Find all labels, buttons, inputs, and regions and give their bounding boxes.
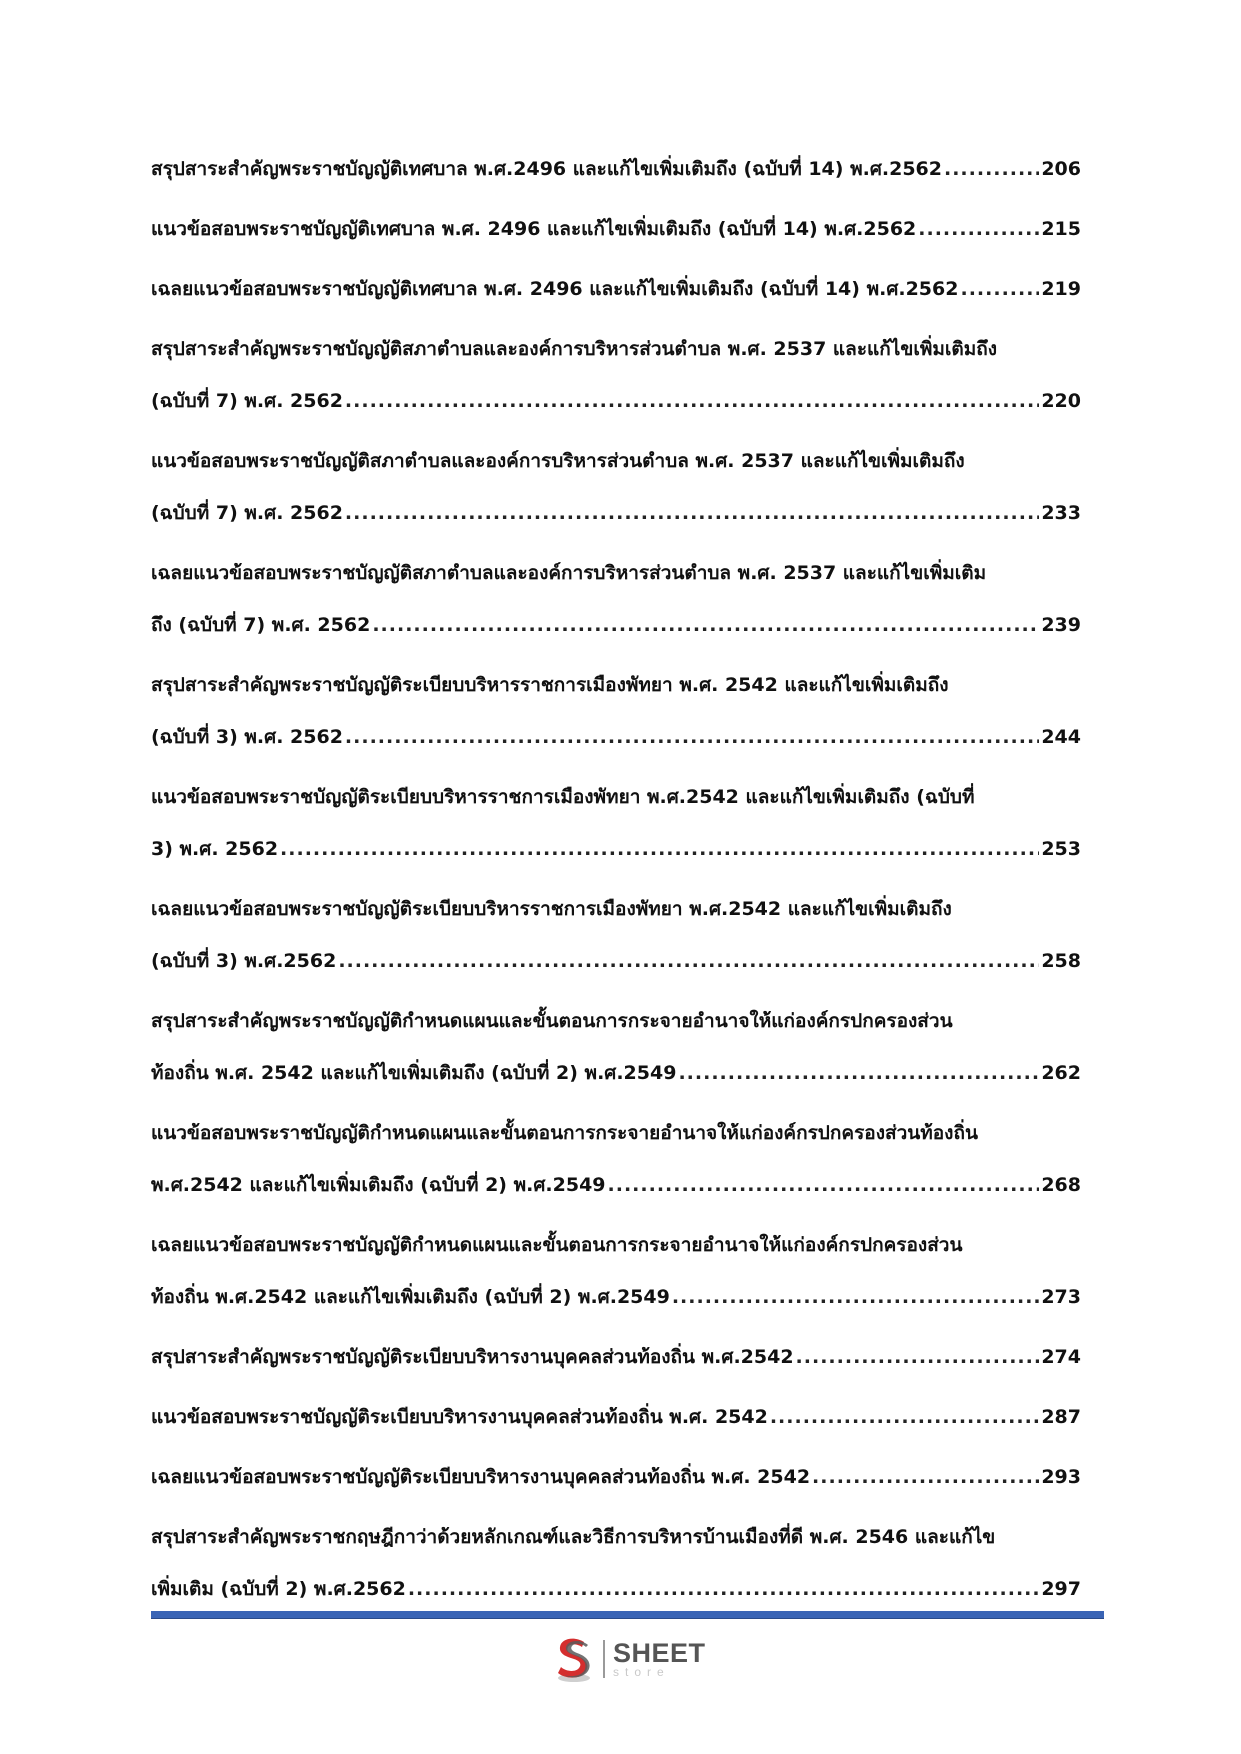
toc-page-number: 293 — [1041, 1466, 1081, 1488]
toc-entry-title: สรุปสาระสำคัญพระราชบัญญัติระเบียบบริหารงานบุคคลส่วนท้องถิ่น พ.ศ.2542 — [151, 1346, 794, 1368]
toc-entry-title-line: สรุปสาระสำคัญพระราชบัญญัติระเบียบบริหารราชการเมืองพัทยา พ.ศ. 2542 และแก้ไขเพิ่มเติมถึง — [151, 674, 949, 696]
toc-entry-title: ท้องถิ่น พ.ศ.2542 และแก้ไขเพิ่มเติมถึง (ฉบับที่ 2) พ.ศ.2549 — [151, 1286, 670, 1308]
toc-entry-line — [151, 1331, 1081, 1383]
toc-page-number: 274 — [1041, 1346, 1081, 1368]
toc-entry — [151, 263, 1081, 315]
toc-entry-title: เพิ่มเติม (ฉบับที่ 2) พ.ศ.2562 — [151, 1578, 406, 1600]
logo-wordmark — [613, 1640, 706, 1678]
toc-dot-leader — [372, 599, 1039, 651]
toc-entry — [151, 1391, 1081, 1443]
toc-entry — [151, 771, 1081, 875]
toc-entry-title-line: เฉลยแนวข้อสอบพระราชบัญญัติกำหนดแผนและขั้นตอนการกระจายอำนาจให้แก่องค์กรปกครองส่วน — [151, 1234, 963, 1256]
toc-entry-title-line: สรุปสาระสำคัญพระราชบัญญัติกำหนดแผนและขั้นตอนการกระจายอำนาจให้แก่องค์กรปกครองส่วน — [151, 1010, 953, 1032]
toc-entry-title-line: สรุปสาระสำคัญพระราชกฤษฎีกาว่าด้วยหลักเกณฑ์และวิธีการบริหารบ้านเมืองที่ดี พ.ศ. 2546 และแก้ไข — [151, 1526, 996, 1548]
toc-entry-title-line: เฉลยแนวข้อสอบพระราชบัญญัติสภาตำบลและองค์การบริหารส่วนตำบล พ.ศ. 2537 และแก้ไขเพิ่มเติม — [151, 562, 987, 584]
toc-entry-line — [151, 1159, 1081, 1211]
toc-dot-leader — [812, 1451, 1039, 1503]
toc-page-number: 244 — [1041, 726, 1081, 748]
toc-entry-line — [151, 1563, 1081, 1615]
toc-entry-title: (ฉบับที่ 3) พ.ศ.2562 — [151, 950, 337, 972]
footer-divider — [151, 1611, 1104, 1619]
table-of-contents — [151, 143, 1081, 1623]
toc-entry-title: (ฉบับที่ 7) พ.ศ. 2562 — [151, 390, 343, 412]
toc-entry-title-line: เฉลยแนวข้อสอบพระราชบัญญัติระเบียบบริหารราชการเมืองพัทยา พ.ศ.2542 และแก้ไขเพิ่มเติมถึง — [151, 898, 952, 920]
toc-entry — [151, 1219, 1081, 1323]
toc-page-number: 215 — [1041, 218, 1081, 240]
sheet-store-s-icon — [551, 1634, 597, 1684]
toc-entry — [151, 323, 1081, 427]
toc-entry-title: เฉลยแนวข้อสอบพระราชบัญญัติระเบียบบริหารงานบุคคลส่วนท้องถิ่น พ.ศ. 2542 — [151, 1466, 811, 1488]
toc-entry-line — [151, 203, 1081, 255]
toc-entry-line — [151, 1391, 1081, 1443]
logo-text: SHEET — [613, 1638, 706, 1668]
toc-dot-leader — [608, 1159, 1040, 1211]
toc-dot-leader — [770, 1391, 1040, 1443]
toc-entry — [151, 435, 1081, 539]
toc-page-number: 268 — [1041, 1174, 1081, 1196]
toc-dot-leader — [280, 823, 1039, 875]
toc-entry-title: แนวข้อสอบพระราชบัญญัติเทศบาล พ.ศ. 2496 และแก้ไขเพิ่มเติมถึง (ฉบับที่ 14) พ.ศ.2562 — [151, 218, 917, 240]
toc-entry-line — [151, 1047, 1081, 1099]
toc-entry — [151, 547, 1081, 651]
toc-entry-line — [151, 143, 1081, 195]
toc-entry — [151, 883, 1081, 987]
toc-dot-leader — [960, 263, 1039, 315]
toc-dot-leader — [796, 1331, 1040, 1383]
toc-dot-leader — [345, 711, 1039, 763]
sheet-store-logo — [551, 1630, 721, 1688]
toc-entry-title-line: แนวข้อสอบพระราชบัญญัติกำหนดแผนและขั้นตอนการกระจายอำนาจให้แก่องค์กรปกครองส่วนท้องถิ่น — [151, 1122, 978, 1144]
toc-entry-title: แนวข้อสอบพระราชบัญญัติระเบียบบริหารงานบุคคลส่วนท้องถิ่น พ.ศ. 2542 — [151, 1406, 768, 1428]
toc-entry-title-line: แนวข้อสอบพระราชบัญญัติระเบียบบริหารราชการเมืองพัทยา พ.ศ.2542 และแก้ไขเพิ่มเติมถึง (ฉบับที่ — [151, 786, 975, 808]
toc-entry — [151, 1331, 1081, 1383]
toc-dot-leader — [672, 1271, 1040, 1323]
toc-entry-line — [151, 1271, 1081, 1323]
toc-dot-leader — [678, 1047, 1039, 1099]
toc-entry-title: 3) พ.ศ. 2562 — [151, 838, 279, 860]
logo-subtext: store — [613, 1665, 670, 1679]
toc-entry-title: ท้องถิ่น พ.ศ. 2542 และแก้ไขเพิ่มเติมถึง (ฉบับที่ 2) พ.ศ.2549 — [151, 1062, 677, 1084]
toc-entry-line — [151, 263, 1081, 315]
toc-page-number: 253 — [1041, 838, 1081, 860]
toc-entry-line — [151, 711, 1081, 763]
toc-page-number: 219 — [1041, 278, 1081, 300]
toc-entry-line — [151, 375, 1081, 427]
toc-entry — [151, 1107, 1081, 1211]
toc-entry — [151, 143, 1081, 195]
toc-dot-leader — [338, 935, 1039, 987]
toc-page-number: 273 — [1041, 1286, 1081, 1308]
toc-entry-title-line: สรุปสาระสำคัญพระราชบัญญัติสภาตำบลและองค์การบริหารส่วนตำบล พ.ศ. 2537 และแก้ไขเพิ่มเติมถึง — [151, 338, 998, 360]
toc-entry-title: เฉลยแนวข้อสอบพระราชบัญญัติเทศบาล พ.ศ. 2496 และแก้ไขเพิ่มเติมถึง (ฉบับที่ 14) พ.ศ.2562 — [151, 278, 959, 300]
toc-dot-leader — [944, 143, 1039, 195]
toc-entry-line — [151, 487, 1081, 539]
toc-entry — [151, 1451, 1081, 1503]
logo-separator — [603, 1640, 605, 1678]
toc-page-number: 233 — [1041, 502, 1081, 524]
toc-entry-line — [151, 599, 1081, 651]
toc-page-number: 287 — [1041, 1406, 1081, 1428]
toc-entry-line — [151, 823, 1081, 875]
toc-dot-leader — [408, 1563, 1040, 1615]
toc-entry-title: (ฉบับที่ 3) พ.ศ. 2562 — [151, 726, 343, 748]
toc-page-number: 220 — [1041, 390, 1081, 412]
toc-entry — [151, 203, 1081, 255]
toc-entry-title-line: แนวข้อสอบพระราชบัญญัติสภาตำบลและองค์การบริหารส่วนตำบล พ.ศ. 2537 และแก้ไขเพิ่มเติมถึง — [151, 450, 965, 472]
toc-entry-title: (ฉบับที่ 7) พ.ศ. 2562 — [151, 502, 343, 524]
toc-entry-line — [151, 935, 1081, 987]
toc-page-number: 297 — [1041, 1578, 1081, 1600]
toc-dot-leader — [918, 203, 1039, 255]
toc-page-number: 262 — [1041, 1062, 1081, 1084]
toc-entry-title: สรุปสาระสำคัญพระราชบัญญัติเทศบาล พ.ศ.2496 และแก้ไขเพิ่มเติมถึง (ฉบับที่ 14) พ.ศ.2562 — [151, 158, 942, 180]
toc-entry-line — [151, 1451, 1081, 1503]
toc-page-number: 239 — [1041, 614, 1081, 636]
toc-entry — [151, 1511, 1081, 1615]
toc-entry-title: ถึง (ฉบับที่ 7) พ.ศ. 2562 — [151, 614, 371, 636]
toc-page-number: 206 — [1041, 158, 1081, 180]
toc-entry — [151, 995, 1081, 1099]
toc-page-number: 258 — [1041, 950, 1081, 972]
toc-entry — [151, 659, 1081, 763]
toc-dot-leader — [345, 487, 1039, 539]
toc-entry-title: พ.ศ.2542 และแก้ไขเพิ่มเติมถึง (ฉบับที่ 2) พ.ศ.2549 — [151, 1174, 606, 1196]
toc-dot-leader — [345, 375, 1039, 427]
